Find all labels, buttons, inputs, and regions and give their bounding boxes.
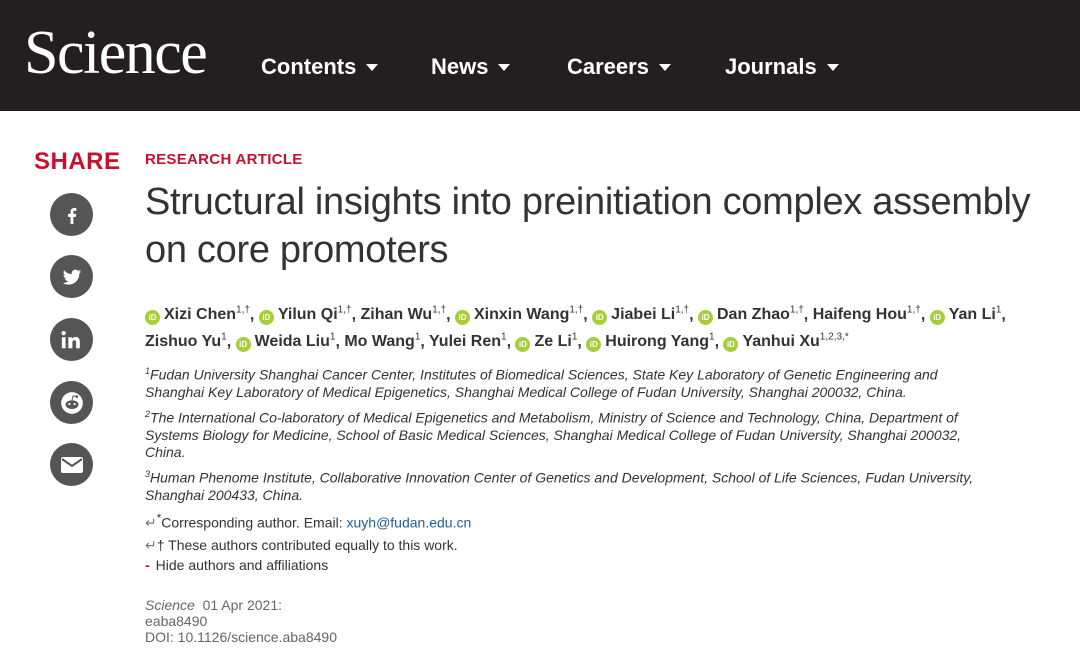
nav-news[interactable] <box>431 54 510 80</box>
chevron-down-icon <box>498 64 510 71</box>
orcid-icon[interactable]: iD <box>145 310 160 325</box>
orcid-icon[interactable]: iD <box>259 310 274 325</box>
orcid-icon[interactable]: iD <box>586 337 601 352</box>
linkedin-icon <box>60 329 84 351</box>
share-facebook-button[interactable] <box>50 193 93 236</box>
publication-meta <box>145 597 282 614</box>
author[interactable]: iD Yanhui $Xu^{1,2,3,*}$ <box>723 333 848 350</box>
author-list: iD Xizi Chen$^{1,\dagger}$, iD Yilun $Qi^{1,\dagger}$, Zihan $Wu^{1,\dagger}$, iD Xinxin Wang$^{1,\dagger}$, iD Jiabei $Li^{1,\dagger}$, iD Dan Zhao$^{1,\dagger}$, Haifeng Hou$^{1,\dagger}$, iD Yan Li$^1$, <box>145 301 1070 325</box>
return-arrow-icon[interactable]: ↵ <box>145 514 157 531</box>
orcid-icon[interactable]: iD <box>515 337 530 352</box>
author[interactable]: iD Xizi Chen$^{1,\dagger}$ <box>145 306 250 323</box>
article-title-line1: Structural insights into preinitiation complex assembly <box>145 181 1031 223</box>
article-id: eaba8490 <box>145 613 208 629</box>
share-email-button[interactable] <box>50 443 93 486</box>
reddit-icon <box>59 390 85 416</box>
hide-authors-toggle[interactable]: - Hide authors and affiliations <box>145 557 329 573</box>
author[interactable]: iD Xinxin Wang$^{1,\dagger}$ <box>455 306 583 323</box>
author[interactable]: Haifeng Hou$^{1,\dagger}$ <box>812 305 921 324</box>
journal-name: Science <box>145 597 195 613</box>
author[interactable]: Zihan $Wu^{1,\dagger}$ <box>360 305 447 324</box>
author[interactable]: Yulei Ren$^1$ <box>429 332 507 351</box>
orcid-icon[interactable]: iD <box>592 310 607 325</box>
email-icon <box>60 456 84 474</box>
corresponding-author: ↵*Corresponding author. Email: xuyh@fudan.edu.cn <box>145 512 472 531</box>
site-header <box>0 0 1080 111</box>
article-title-line2: on core promoters <box>145 229 449 271</box>
equal-contribution-note: ↵† These authors contributed equally to this work. <box>145 537 458 553</box>
chevron-down-icon <box>827 64 839 71</box>
orcid-icon[interactable]: iD <box>455 310 470 325</box>
minus-icon: - <box>145 557 150 573</box>
share-linkedin-button[interactable] <box>50 318 93 361</box>
article-type: RESEARCH ARTICLE <box>145 151 303 168</box>
author[interactable]: iD Ze Li$^1$ <box>515 333 577 350</box>
chevron-down-icon <box>659 64 671 71</box>
article-doi[interactable]: DOI: 10.1126/science.aba8490 <box>145 629 337 645</box>
author[interactable]: iD Huirong Yang$^1$ <box>586 333 714 350</box>
orcid-icon[interactable]: iD <box>698 310 713 325</box>
author-list-line2: Zishuo Yu$^1$, iD Weida Liu$^1$, Mo Wang$^1$, Yulei Ren$^1$, iD Ze Li$^1$, iD Huirong Yang$^1$, iD Yanhui $Xu^{1,2,3,*}$ <box>145 332 849 351</box>
nav-journals[interactable] <box>725 54 839 80</box>
affiliation-1: $^1$Fudan University Shanghai Cancer Center, Institutes of Biomedical Sciences, State Key Laboratory of Genetic Engineering and Shanghai Key Laboratory of Medical Epigenetics, Shanghai Medical College of Fudan University, Shanghai 200032, China. <box>145 366 938 400</box>
affiliation-3: $^3$Human Phenome Institute, Collaborative Innovation Center of Genetics and Development, School of Life Sciences, Fudan University, Shanghai 200433, China. <box>145 469 974 503</box>
return-arrow-icon[interactable]: ↵ <box>145 537 157 553</box>
orcid-icon[interactable]: iD <box>723 337 738 352</box>
nav-news-label: News <box>431 54 489 79</box>
nav-careers-label: Careers <box>567 54 649 79</box>
publication-date: 01 Apr 2021: <box>202 597 282 613</box>
nav-careers[interactable] <box>567 54 671 80</box>
author[interactable]: Mo Wang$^1$ <box>344 332 421 351</box>
twitter-icon <box>61 266 83 288</box>
nav-contents-label: Contents <box>261 54 357 79</box>
author[interactable]: Zishuo Yu$^1$ <box>145 332 227 351</box>
nav-journals-label: Journals <box>725 54 817 79</box>
author[interactable]: iD Jiabei $Li^{1,\dagger}$ <box>592 306 689 323</box>
orcid-icon[interactable]: iD <box>236 337 251 352</box>
share-label: SHARE <box>34 148 121 175</box>
facebook-icon <box>61 204 83 226</box>
affiliation-2: $^2$The International Co-laboratory of Medical Epigenetics and Metabolism, Ministry of Science and Technology, China, Department of Systems Biology for Medicine, School of Basic Medical Sciences, Shanghai Medical College of Fudan University, Shanghai 200032, China. <box>145 409 962 460</box>
author[interactable]: iD Yan Li$^1$ <box>930 306 1002 323</box>
author[interactable]: iD Yilun $Qi^{1,\dagger}$ <box>259 306 352 323</box>
share-reddit-button[interactable] <box>50 381 93 424</box>
corresponding-email-link[interactable]: xuyh@fudan.edu.cn <box>346 514 472 531</box>
science-logo[interactable]: Science <box>24 19 207 87</box>
share-twitter-button[interactable] <box>50 255 93 298</box>
article-title <box>145 178 1070 274</box>
orcid-icon[interactable]: iD <box>930 310 945 325</box>
author[interactable]: iD Dan Zhao$^{1,\dagger}$ <box>698 306 804 323</box>
author[interactable]: iD Weida Liu$^1$ <box>236 333 336 350</box>
chevron-down-icon <box>366 64 378 71</box>
nav-contents[interactable] <box>261 54 378 80</box>
